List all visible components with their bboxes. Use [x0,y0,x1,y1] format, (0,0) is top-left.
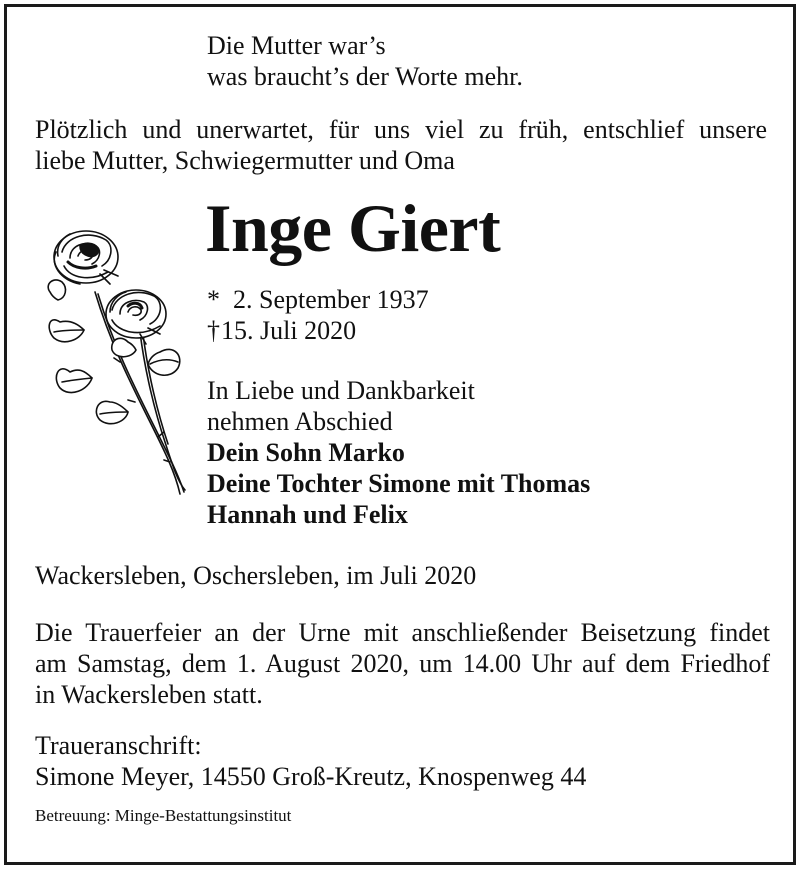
address-value: Simone Meyer, 14550 Groß-Kreutz, Knospenweg 44 [35,762,587,791]
death-row [207,315,429,346]
family-line-1: Dein Sohn Marko [207,438,405,467]
mourning-address [35,730,586,792]
place-date: Wackersleben, Oschersleben, im Juli 2020 [35,561,477,590]
roses-icon [40,222,200,502]
quote-line-1: Die Mutter war’s [207,31,386,60]
family-line-3: Hannah und Felix [207,500,408,529]
intro-line-1: Plötzlich und unerwartet, für uns viel zu früh, entschlief unsere [35,115,767,144]
birth-date: 2. September 1937 [233,285,429,314]
service-info [35,617,770,710]
address-label: Traueranschrift: [35,731,202,760]
mourners-block [207,375,590,530]
opening-quote [207,30,523,92]
intro-text [35,114,767,176]
service-line-1: Die Trauerfeier an der Urne mit anschließender Beisetzung findet [35,618,770,647]
life-dates [207,284,429,346]
birth-row [207,284,429,315]
birth-symbol: * [207,285,220,314]
family-line-2: Deine Tochter Simone mit Thomas [207,469,591,498]
deceased-name: Inge Giert [205,190,501,266]
mourners-line-1: In Liebe und Dankbarkeit [207,376,475,405]
quote-line-2: was braucht’s der Worte mehr. [207,62,523,91]
death-symbol: † [207,316,220,345]
service-line-2: am Samstag, dem 1. August 2020, um 14.00 Uhr auf dem Friedhof [35,649,770,678]
death-date: 15. Juli 2020 [221,316,357,345]
mourners-line-2: nehmen Abschied [207,407,393,436]
undertaker-credit: Betreuung: Minge-Bestattungsinstitut [35,806,292,825]
service-line-3: in Wackersleben statt. [35,680,263,709]
intro-line-2: liebe Mutter, Schwiegermutter und Oma [35,146,455,175]
